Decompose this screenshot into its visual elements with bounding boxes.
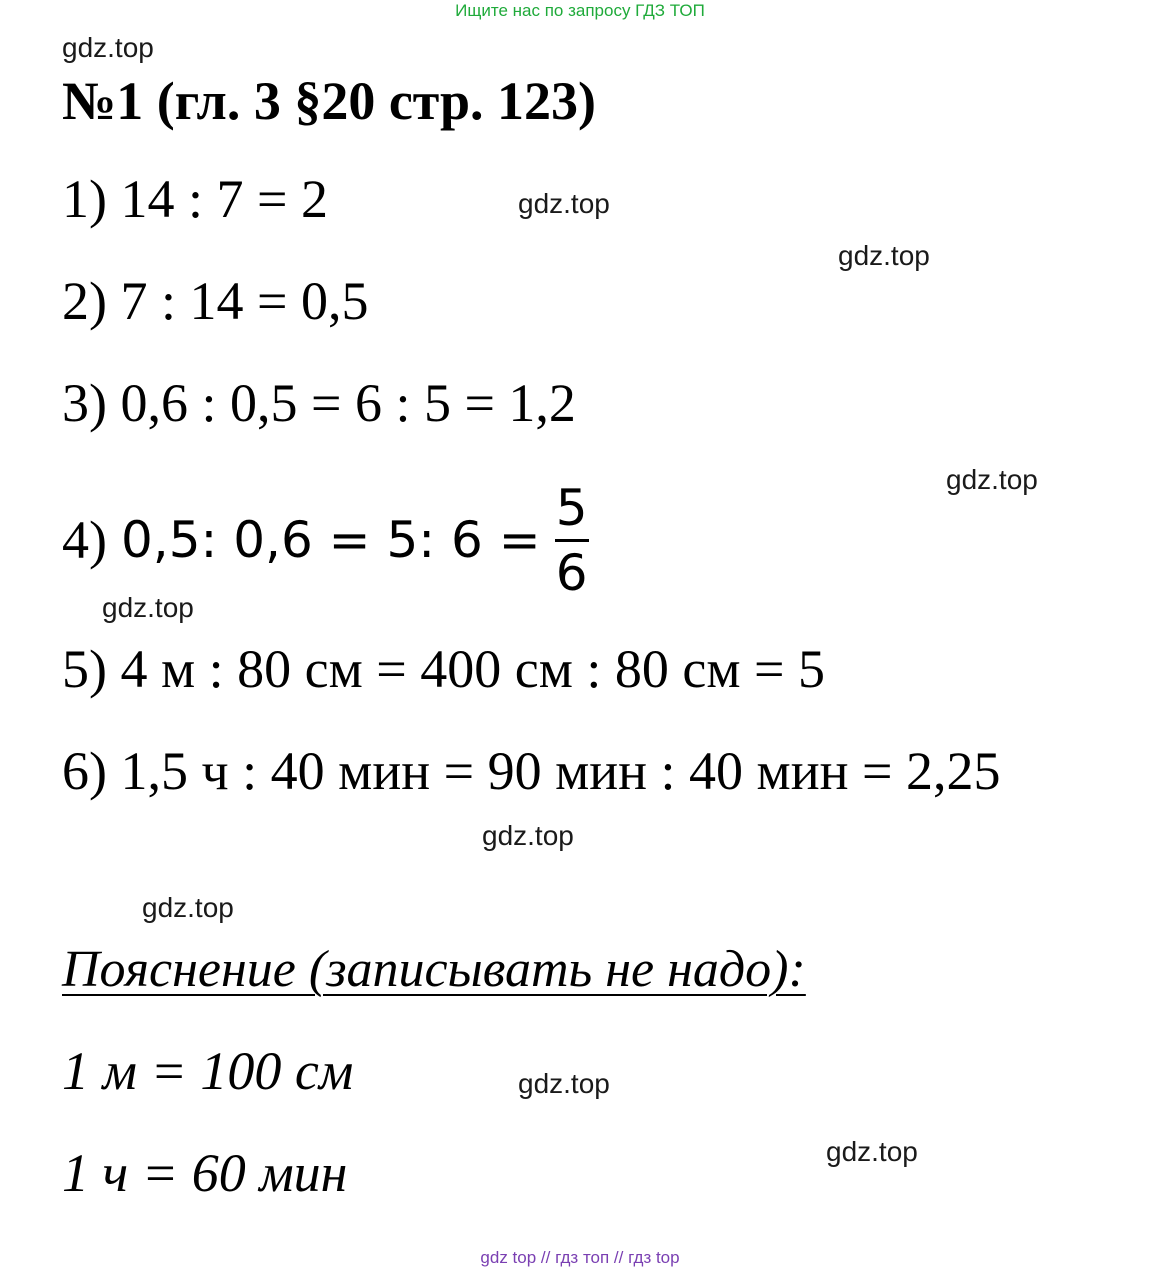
fraction-bar — [555, 539, 589, 542]
answer-line: 3) 0,6 : 0,5 = 6 : 5 = 1,2 — [62, 373, 576, 433]
fraction — [555, 478, 589, 602]
watermark: gdz.top — [518, 188, 610, 219]
watermark: gdz.top — [946, 464, 1038, 495]
page-title: №1 (гл. 3 §20 стр. 123) — [62, 71, 596, 131]
footer-links[interactable]: gdz top // гдз топ // гдз top — [480, 1248, 680, 1267]
answer-number: 4) — [62, 510, 107, 570]
watermark: gdz.top — [62, 32, 154, 63]
fraction-numerator: 5 — [555, 478, 588, 537]
watermark: gdz.top — [518, 1068, 610, 1099]
answer-line: 1) 14 : 7 = 2 — [62, 169, 328, 229]
watermark: gdz.top — [838, 240, 930, 271]
answer-line: 6) 1,5 ч : 40 мин = 90 мин : 40 мин = 2,25 — [62, 741, 1001, 801]
answer-expression: 0,5: 0,6 = 5: 6 = — [120, 511, 541, 569]
fraction-denominator: 6 — [555, 543, 588, 602]
explanation-heading: Пояснение (записывать не надо): — [62, 941, 806, 998]
watermark: gdz.top — [102, 592, 194, 623]
watermark: gdz.top — [142, 892, 234, 923]
answer-line-fraction — [62, 470, 589, 610]
answer-line: 2) 7 : 14 = 0,5 — [62, 271, 369, 331]
watermark: gdz.top — [826, 1136, 918, 1167]
watermark: gdz.top — [482, 820, 574, 851]
top-banner: Ищите нас по запросу ГДЗ ТОП — [455, 1, 705, 20]
explanation-line: 1 м = 100 см — [62, 1041, 354, 1101]
explanation-line: 1 ч = 60 мин — [62, 1143, 348, 1203]
answer-line: 5) 4 м : 80 см = 400 см : 80 см = 5 — [62, 639, 825, 699]
